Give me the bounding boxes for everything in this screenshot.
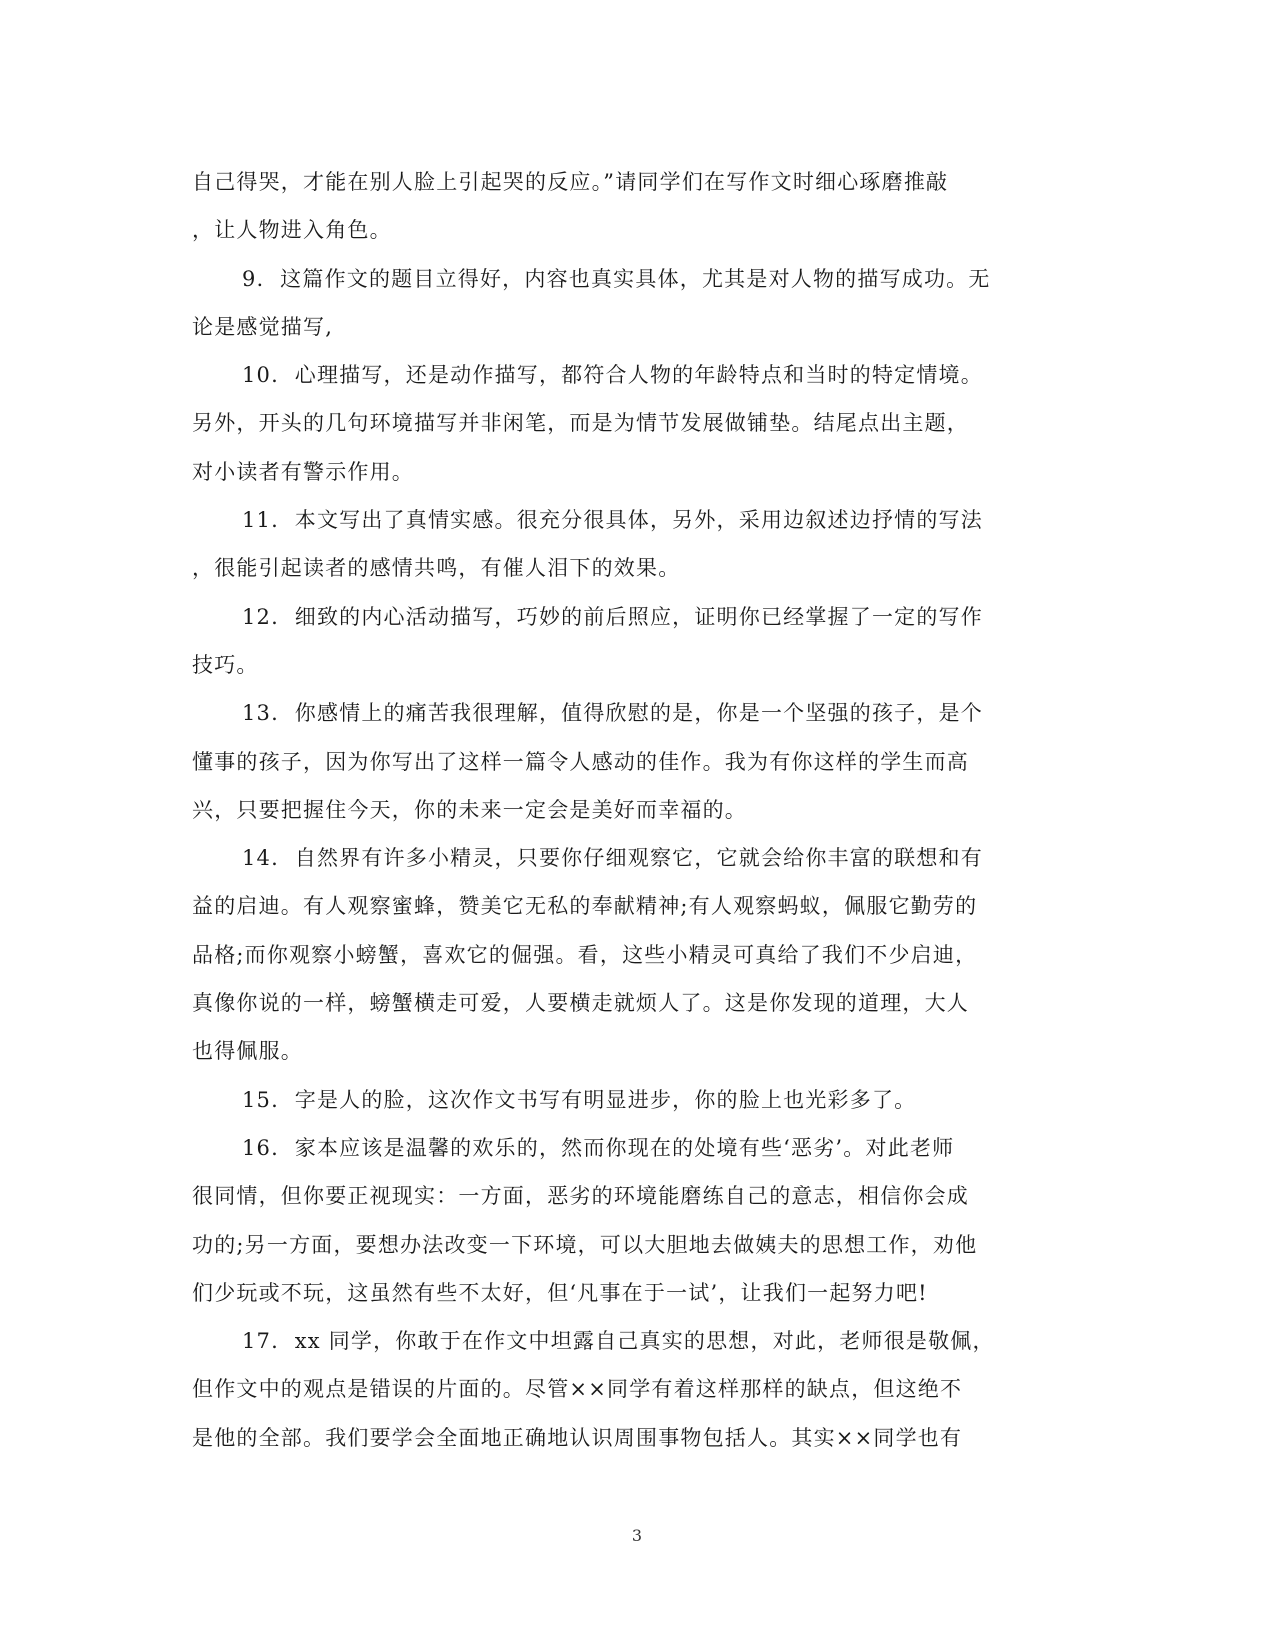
text-line: 是他的全部。我们要学会全面地正确地认识周围事物包括人。其实××同学也有 [192,1425,963,1450]
text-line: ，让人物进入角色。 [192,218,392,243]
text-line: 但作文中的观点是错误的片面的。尽管××同学有着这样那样的缺点，但这绝不 [192,1377,963,1402]
page-number: 3 [631,1526,643,1545]
text-line: 品格;而你观察小螃蟹，喜欢它的倔强。看，这些小精灵可真给了我们不少启迪， [192,942,978,967]
text-line: 13. 你感情上的痛苦我很理解，值得欣慰的是，你是一个坚强的孩子，是个 [242,701,983,726]
text-line: 16. 家本应该是温馨的欢乐的，然而你现在的处境有些‘恶劣’。对此老师 [242,1135,955,1160]
text-line: 益的启迪。有人观察蜜蜂，赞美它无私的奉献精神;有人观察蚂蚁，佩服它勤劳的 [192,894,978,919]
text-line: 技巧。 [192,652,259,677]
text-line: 论是感觉描写, [192,314,334,339]
text-line: 也得佩服。 [192,1039,303,1064]
body-text [192,158,1080,1462]
text-line: 很同情，但你要正视现实：一方面，恶劣的环境能磨练自己的意志，相信你会成 [192,1184,969,1209]
text-line: 真像你说的一样，螃蟹横走可爱，人要横走就烦人了。这是你发现的道理，大人 [192,991,969,1016]
text-line: 17. xx 同学，你敢于在作文中坦露自己真实的思想，对此，老师很是敬佩， [242,1329,995,1354]
text-line: 14. 自然界有许多小精灵，只要你仔细观察它，它就会给你丰富的联想和有 [242,846,983,871]
text-line: 另外，开头的几句环境描写并非闲笔，而是为情节发展做铺垫。结尾点出主题， [192,411,969,436]
text-line: 9. 这篇作文的题目立得好，内容也真实具体，尤其是对人物的描写成功。无 [242,266,991,291]
text-line: 对小读者有警示作用。 [192,459,414,484]
text-line: 15. 字是人的脸，这次作文书写有明显进步，你的脸上也光彩多了。 [242,1087,917,1112]
text-line: 懂事的孩子，因为你写出了这样一篇令人感动的佳作。我为有你这样的学生而高 [192,749,969,774]
text-line: 10. 心理描写，还是动作描写，都符合人物的年龄特点和当时的特定情境。 [242,363,983,388]
text-line: 自己得哭，才能在别人脸上引起哭的反应。”请同学们在写作文时细心琢磨推敲 [192,170,949,194]
text-line: 11. 本文写出了真情实感。很充分很具体，另外，采用边叙述边抒情的写法 [242,508,983,533]
text-line: 12. 细致的内心活动描写，巧妙的前后照应，证明你已经掌握了一定的写作 [242,604,983,629]
text-line: ，很能引起读者的感情共鸣，有催人泪下的效果。 [192,556,681,581]
text-line: 兴，只要把握住今天，你的未来一定会是美好而幸福的。 [192,797,747,822]
text-line: 功的;另一方面，要想办法改变一下环境，可以大胆地去做姨夫的思想工作，劝他 [192,1232,978,1257]
text-line: 们少玩或不玩，这虽然有些不太好，但‘凡事在于一试’，让我们一起努力吧! [192,1280,928,1305]
